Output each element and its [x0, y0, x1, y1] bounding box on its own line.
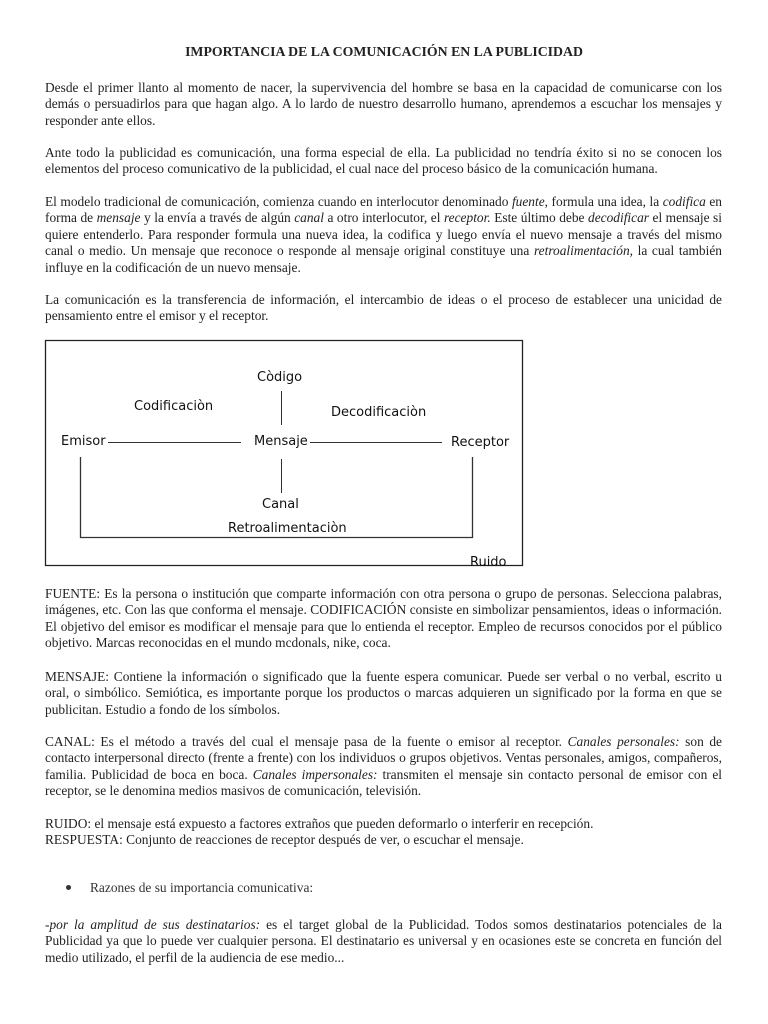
communication-diagram	[44, 339, 524, 569]
paragraph-fuente: FUENTE: Es la persona o institución que comparte información con otra persona o grupo de personas. Selecciona palabras, imágenes, etc. Con las que conforma el mensaje. CODIFICACIÓN consiste en simbolizar pensamientos, ideas o información. El objetivo del emisor es modificar el mensaje para que lo entienda el receptor. Empleo de recursos conocidos por el público objetivo. Marcas reconocidas en el mundo mcdonals, nike, coca.	[45, 586, 722, 651]
label-mensaje: Mensaje	[254, 434, 308, 449]
paragraph-respuesta: RESPUESTA: Conjunto de reacciones de receptor después de ver, o escuchar el mensaje.	[45, 832, 524, 847]
document-title: IMPORTANCIA DE LA COMUNICACIÓN EN LA PUBLICIDAD	[185, 44, 583, 59]
paragraph-ruido: RUIDO: el mensaje está expuesto a factores extraños que pueden deformarlo o interferir en recepción.	[45, 816, 594, 831]
paragraph-transferencia: La comunicación es la transferencia de información, el intercambio de ideas o el proceso de establecer una unicidad de pensamiento entre el emisor y el receptor.	[45, 292, 722, 324]
paragraph-publicidad: Ante todo la publicidad es comunicación, una forma especial de ella. La publicidad no tendría éxito si no se conocen los elementos del proceso comunicativo de la publicidad, el cual nace del proceso básico de la comunicación humana.	[45, 145, 722, 177]
paragraph-intro: Desde el primer llanto al momento de nacer, la supervivencia del hombre se basa en la capacidad de comunicarse con los demás o persuadirlos para que hagan algo. A lo lardo de nuestro desarrollo humano, aprendemos a escuchar los mensajes y responder ante ellos.	[45, 80, 722, 128]
paragraph-modelo: El modelo tradicional de comunicación, comienza cuando en interlocutor denominado fuente, formula una idea, la codifica en forma de mensaje y la envía a través de algún canal a otro interlocutor, el receptor. Este último debe decodificar el mensaje si quiere entenderlo. Para responder formula una nueva idea, la codifica y luego envía el nuevo mensaje a través del mismo canal o medio. Un mensaje que reconoce o responde al mensaje original constituye una retroalimentación, la cual también influye en la codificación de un nuevo mensaje.	[45, 194, 722, 275]
label-ruido: Ruido	[470, 555, 507, 570]
label-canal: Canal	[262, 497, 299, 512]
label-codigo: Còdigo	[257, 370, 303, 385]
paragraph-destinatarios: -por la amplitud de sus destinatarios: es el target global de la Publicidad. Todos somos destinatarios potenciales de la Publicidad ya que lo puede ver cualquier persona. El destinatario es universal y en ocasiones este se concreta en función del medio utilizado, el perfil de la audiencia de ese medio...	[45, 917, 722, 965]
label-decodificacion: Decodificaciòn	[331, 405, 427, 420]
label-receptor: Receptor	[451, 435, 510, 450]
label-retroalimentacion: Retroalimentaciòn	[228, 521, 347, 536]
label-codificacion: Codificaciòn	[134, 399, 214, 414]
bullet-label: Razones de su importancia comunicativa:	[90, 880, 314, 895]
paragraph-mensaje: MENSAJE: Contiene la información o significado que la fuente espera comunicar. Puede ser verbal o no verbal, escrito u oral, o simbólico. Semiótica, es importante porque los productos o marcas adquieren un significado por la forma en que se publicitan. Estudio a fondo de los símbolos.	[45, 669, 722, 717]
bullet-icon	[66, 885, 71, 890]
label-emisor: Emisor	[61, 434, 106, 449]
paragraph-canal: CANAL: Es el método a través del cual el mensaje pasa de la fuente o emisor al receptor. Canales personales: son de contacto interpersonal directo (frente a frente) con los individuos o grupos objetivos. Ventas personales, amigos, compañeros, familia. Publicidad de boca en boca. Canales impersonales: transmiten el mensaje sin contacto personal de emisor con el receptor, se le denomina medios masivos de comunicación, televisión.	[45, 734, 722, 799]
